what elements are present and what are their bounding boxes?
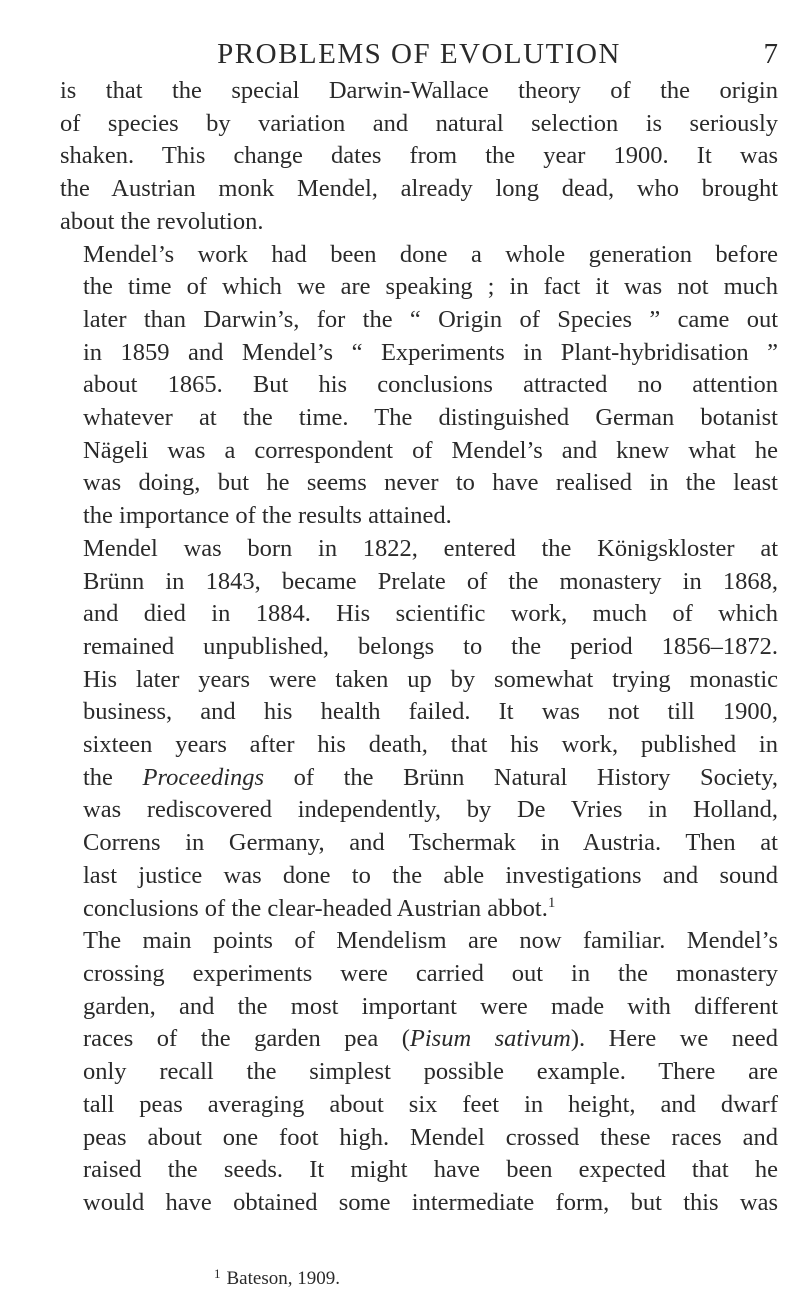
text-line: peas about one foot high. Mendel crossed these races and — [83, 1123, 778, 1151]
text-line: only recall the simplest possible example. There are — [83, 1058, 778, 1086]
text-line: Mendel’s work had been done a whole generation before — [83, 240, 778, 268]
text-line: Nägeli was a correspondent of Mendel’s and knew what he — [83, 436, 778, 464]
text-line: conclusions of the clear-headed Austrian abbot.$^1$ — [83, 894, 556, 922]
text-line: the importance of the results attained. — [83, 502, 452, 530]
body-text — [60, 75, 778, 1220]
text-line: sixteen years after his death, that his work, published in — [83, 731, 778, 759]
text-line: tall peas averaging about six feet in height, and dwarf — [83, 1090, 778, 1118]
text-line: remained unpublished, belongs to the period 1856–1872. — [83, 632, 778, 660]
page-number: 7 — [763, 38, 778, 70]
running-title: PROBLEMS OF EVOLUTION — [217, 38, 621, 70]
text-line: Correns in Germany, and Tschermak in Austria. Then at — [83, 829, 778, 857]
text-line: whatever at the time. The distinguished German botanist — [83, 404, 778, 432]
italic-text: Proceedings — [142, 763, 265, 791]
text-line: Brünn in 1843, became Prelate of the monastery in 1868, — [83, 567, 778, 595]
footnote-reference: 1 — [547, 894, 556, 911]
text-line: the Austrian monk Mendel, already long dead, who brought — [60, 175, 778, 203]
footnote-marker: 1 — [214, 1266, 221, 1281]
text-line: later than Darwin’s, for the “ Origin of Species ” came out — [83, 305, 778, 333]
text-line: The main points of Mendelism are now familiar. Mendel’s — [83, 927, 778, 955]
text-line: business, and his health failed. It was not till 1900, — [83, 698, 778, 726]
text-line: shaken. This change dates from the year 1900. It was — [60, 142, 778, 170]
text-line: Mendel was born in 1822, entered the Königskloster at — [83, 534, 778, 562]
paragraph — [60, 75, 778, 239]
running-head — [60, 34, 778, 74]
text-line: races of the garden pea (Pisum sativum). Here we need — [83, 1025, 778, 1053]
text-line: garden, and the most important were made with different — [83, 992, 778, 1020]
paragraph — [60, 239, 778, 533]
text-line: was rediscovered independently, by De Vries in Holland, — [83, 796, 778, 824]
italic-text: Pisum sativum — [409, 1025, 571, 1053]
text-line: about the revolution. — [60, 207, 264, 235]
text-line: the Proceedings of the Brünn Natural History Society, — [83, 763, 779, 791]
paragraph — [60, 533, 778, 925]
text-line: last justice was done to the able investigations and sound — [83, 861, 778, 889]
text-line: was doing, but he seems never to have realised in the least — [83, 469, 778, 497]
text-line: and died in 1884. His scientific work, much of which — [83, 600, 778, 628]
footnote — [214, 1266, 340, 1292]
footnote-text: Bateson, 1909. — [226, 1268, 340, 1289]
text-line: raised the seeds. It might have been expected that he — [83, 1156, 778, 1184]
text-line: is that the special Darwin-Wallace theory of the origin — [60, 77, 778, 104]
text-line: about 1865. But his conclusions attracted no attention — [83, 371, 778, 399]
text-line: the time of which we are speaking ; in fact it was not much — [83, 273, 778, 301]
text-line: His later years were taken up by somewhat trying monastic — [83, 665, 778, 693]
text-line: in 1859 and Mendel’s “ Experiments in Plant-hybridisation ” — [83, 338, 778, 366]
text-line: crossing experiments were carried out in the monastery — [83, 959, 778, 987]
text-line: would have obtained some intermediate form, but this was — [83, 1188, 778, 1216]
text-line: of species by variation and natural selection is seriously — [60, 109, 778, 137]
paragraph — [60, 925, 778, 1219]
